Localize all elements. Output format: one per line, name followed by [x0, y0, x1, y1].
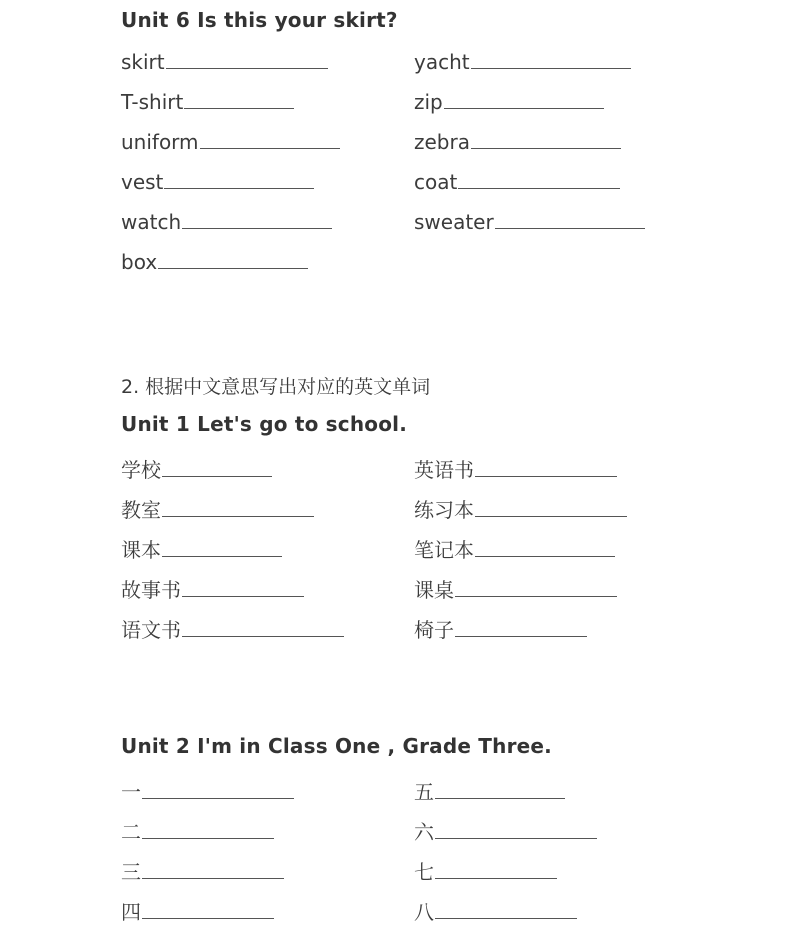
answer-blank[interactable] — [435, 917, 577, 919]
unit2-item-three — [121, 856, 284, 885]
unit1-word: 故事书 — [121, 578, 181, 602]
unit2-word: 二 — [121, 820, 141, 844]
unit6-word: zebra — [414, 130, 470, 154]
unit2-word: 三 — [121, 860, 141, 884]
answer-blank[interactable] — [455, 595, 617, 597]
answer-blank[interactable] — [182, 227, 332, 229]
unit2-item-six — [414, 816, 597, 845]
unit1-word: 练习本 — [414, 498, 474, 522]
answer-blank[interactable] — [475, 475, 617, 477]
unit1-item-storybook — [121, 574, 304, 603]
answer-blank[interactable] — [200, 147, 340, 149]
unit6-word: skirt — [121, 50, 165, 74]
unit6-item-sweater — [414, 210, 645, 234]
unit1-item-desk — [414, 574, 617, 603]
unit6-word: sweater — [414, 210, 494, 234]
unit1-title: Unit 1 Let's go to school. — [121, 412, 408, 436]
unit2-word: 五 — [414, 780, 434, 804]
answer-blank[interactable] — [142, 877, 284, 879]
unit6-item-watch — [121, 210, 332, 234]
unit2-item-five — [414, 776, 565, 805]
unit6-word: zip — [414, 90, 443, 114]
unit6-word: vest — [121, 170, 164, 194]
unit1-item-chinese-book — [121, 614, 344, 643]
unit2-word: 七 — [414, 860, 434, 884]
unit6-word: coat — [414, 170, 458, 194]
unit1-word: 学校 — [121, 458, 161, 482]
unit2-title: Unit 2 I'm in Class One , Grade Three. — [121, 734, 552, 758]
unit2-item-four — [121, 896, 274, 925]
answer-blank[interactable] — [142, 797, 294, 799]
answer-blank[interactable] — [164, 187, 314, 189]
unit6-item-zebra — [414, 130, 621, 154]
unit2-word: 一 — [121, 780, 141, 804]
unit6-word: yacht — [414, 50, 470, 74]
unit1-item-chair — [414, 614, 587, 643]
unit1-item-notebook — [414, 534, 615, 563]
unit1-word: 笔记本 — [414, 538, 474, 562]
unit1-word: 英语书 — [414, 458, 474, 482]
answer-blank[interactable] — [471, 147, 621, 149]
answer-blank[interactable] — [458, 187, 620, 189]
unit6-item-tshirt — [121, 90, 294, 114]
answer-blank[interactable] — [182, 635, 344, 637]
unit6-item-yacht — [414, 50, 631, 74]
unit2-item-two — [121, 816, 274, 845]
answer-blank[interactable] — [475, 515, 627, 517]
unit6-word: box — [121, 250, 158, 274]
unit2-item-seven — [414, 856, 557, 885]
unit2-item-eight — [414, 896, 577, 925]
unit6-item-vest — [121, 170, 314, 194]
unit6-title: Unit 6 Is this your skirt? — [121, 8, 398, 32]
unit2-item-one — [121, 776, 294, 805]
unit1-word: 椅子 — [414, 618, 454, 642]
answer-blank[interactable] — [162, 475, 272, 477]
unit1-word: 语文书 — [121, 618, 181, 642]
unit1-item-exercise-book — [414, 494, 627, 523]
unit6-word: uniform — [121, 130, 199, 154]
answer-blank[interactable] — [444, 107, 604, 109]
answer-blank[interactable] — [166, 67, 328, 69]
unit1-word: 课桌 — [414, 578, 454, 602]
unit6-word: watch — [121, 210, 182, 234]
answer-blank[interactable] — [162, 515, 314, 517]
unit1-item-textbook — [121, 534, 282, 563]
unit6-word: T-shirt — [121, 90, 184, 114]
answer-blank[interactable] — [435, 797, 565, 799]
unit1-word: 教室 — [121, 498, 161, 522]
unit2-word: 六 — [414, 820, 434, 844]
unit1-item-english-book — [414, 454, 617, 483]
answer-blank[interactable] — [435, 877, 557, 879]
answer-blank[interactable] — [475, 555, 615, 557]
unit6-item-zip — [414, 90, 604, 114]
answer-blank[interactable] — [162, 555, 282, 557]
answer-blank[interactable] — [158, 267, 308, 269]
answer-blank[interactable] — [435, 837, 597, 839]
answer-blank[interactable] — [142, 917, 274, 919]
unit2-word: 八 — [414, 900, 434, 924]
answer-blank[interactable] — [495, 227, 645, 229]
unit1-word: 课本 — [121, 538, 161, 562]
unit6-item-uniform — [121, 130, 340, 154]
unit6-item-box — [121, 250, 308, 274]
answer-blank[interactable] — [182, 595, 304, 597]
unit1-item-classroom — [121, 494, 314, 523]
unit2-word: 四 — [121, 900, 141, 924]
section2-instruction: 2. 根据中文意思写出对应的英文单词 — [121, 376, 431, 398]
unit1-item-school — [121, 454, 272, 483]
answer-blank[interactable] — [142, 837, 274, 839]
answer-blank[interactable] — [455, 635, 587, 637]
answer-blank[interactable] — [184, 107, 294, 109]
answer-blank[interactable] — [471, 67, 631, 69]
unit6-item-coat — [414, 170, 620, 194]
unit6-item-skirt — [121, 50, 328, 74]
